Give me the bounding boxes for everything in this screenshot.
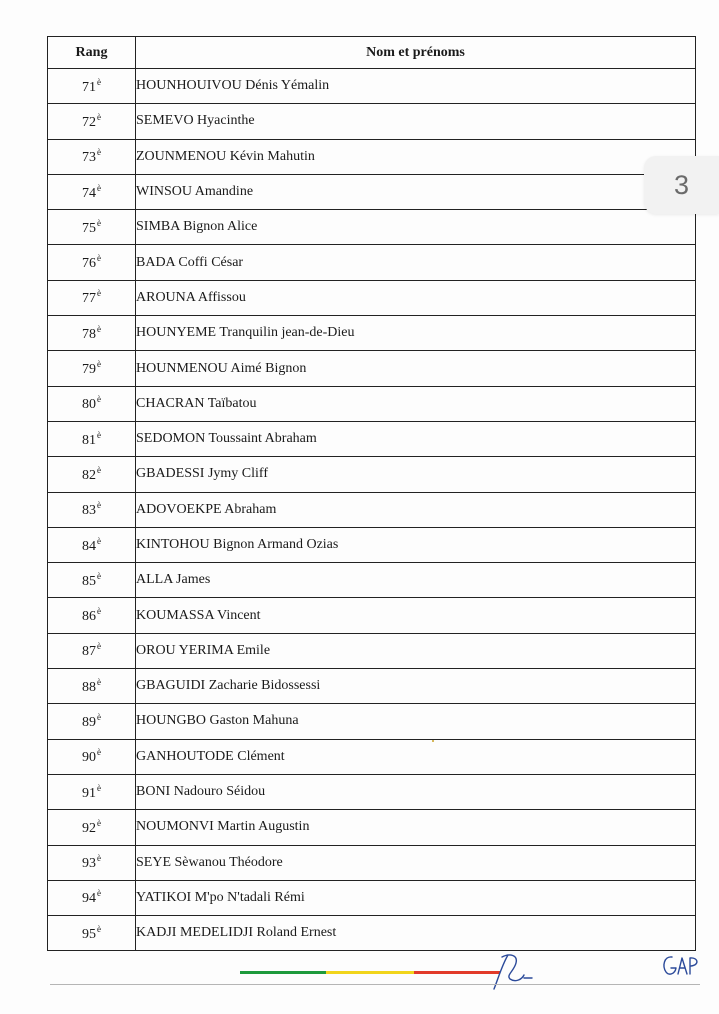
rank-cell (48, 316, 136, 351)
rank-number: 80 (82, 397, 96, 413)
name-cell: SEMEVO Hyacinthe (136, 104, 696, 139)
rank-number: 82 (82, 467, 96, 483)
name-cell: KADJI MEDELIDJI Roland Ernest (136, 916, 696, 951)
rank-cell (48, 280, 136, 315)
rank-number: 86 (82, 609, 96, 625)
table-row (48, 104, 696, 139)
rank-ordinal-suffix: è (97, 359, 101, 370)
rank-cell (48, 139, 136, 174)
rank-number: 73 (82, 150, 96, 166)
name-cell: BONI Nadouro Séidou (136, 774, 696, 809)
rank-cell (48, 916, 136, 951)
rank-ordinal-suffix: è (97, 464, 101, 475)
rank-number: 88 (82, 679, 96, 695)
rank-ordinal-suffix: è (97, 76, 101, 87)
rank-cell (48, 739, 136, 774)
rank-cell (48, 880, 136, 915)
rank-cell (48, 527, 136, 562)
rank-number: 78 (82, 326, 96, 342)
name-cell: ADOVOEKPE Abraham (136, 492, 696, 527)
rank-number: 95 (82, 926, 96, 942)
rank-cell (48, 174, 136, 209)
rank-number: 74 (82, 185, 96, 201)
initials-mark (660, 952, 705, 980)
rank-cell (48, 492, 136, 527)
table-row (48, 704, 696, 739)
rank-number: 85 (82, 573, 96, 589)
table-row (48, 527, 696, 562)
rank-number: 81 (82, 432, 96, 448)
rank-cell (48, 69, 136, 104)
rank-ordinal-suffix: è (97, 111, 101, 122)
rank-number: 79 (82, 362, 96, 378)
rank-ordinal-suffix: è (97, 500, 101, 511)
rank-cell (48, 633, 136, 668)
flag-stripe-green (240, 971, 326, 974)
rank-ordinal-suffix: è (97, 606, 101, 617)
table-row (48, 916, 696, 951)
name-cell: GANHOUTODE Clément (136, 739, 696, 774)
rank-number: 90 (82, 750, 96, 766)
rank-column-header: Rang (48, 37, 136, 69)
table-header-row (48, 37, 696, 69)
rank-number: 76 (82, 256, 96, 272)
rank-number: 71 (82, 79, 96, 95)
table-row (48, 845, 696, 880)
rank-number: 92 (82, 820, 96, 836)
name-cell: HOUNHOUIVOU Dénis Yémalin (136, 69, 696, 104)
name-cell: ZOUNMENOU Kévin Mahutin (136, 139, 696, 174)
table-row (48, 492, 696, 527)
rank-number: 72 (82, 114, 96, 130)
rank-cell (48, 845, 136, 880)
rank-ordinal-suffix: è (97, 429, 101, 440)
rank-cell (48, 457, 136, 492)
scan-speck (432, 740, 434, 742)
name-cell: OROU YERIMA Emile (136, 633, 696, 668)
name-cell: SEDOMON Toussaint Abraham (136, 421, 696, 456)
rank-ordinal-suffix: è (97, 394, 101, 405)
rank-number: 83 (82, 503, 96, 519)
table-row (48, 563, 696, 598)
rank-number: 75 (82, 220, 96, 236)
rank-number: 91 (82, 785, 96, 801)
rank-number: 93 (82, 856, 96, 872)
rank-number: 89 (82, 714, 96, 730)
table-row (48, 69, 696, 104)
name-cell: AROUNA Affissou (136, 280, 696, 315)
table-row (48, 669, 696, 704)
rank-number: 94 (82, 891, 96, 907)
rank-cell (48, 810, 136, 845)
rank-ordinal-suffix: è (97, 817, 101, 828)
table-row (48, 457, 696, 492)
name-cell: GBAGUIDI Zacharie Bidossessi (136, 669, 696, 704)
table-row (48, 210, 696, 245)
rank-ordinal-suffix: è (97, 182, 101, 193)
name-cell: KOUMASSA Vincent (136, 598, 696, 633)
rank-number: 84 (82, 538, 96, 554)
table-row (48, 245, 696, 280)
rank-cell (48, 774, 136, 809)
table-body (48, 69, 696, 951)
rank-ordinal-suffix: è (97, 570, 101, 581)
rank-cell (48, 245, 136, 280)
name-column-header: Nom et prénoms (136, 37, 696, 69)
table-row (48, 739, 696, 774)
rank-ordinal-suffix: è (97, 676, 101, 687)
rank-ordinal-suffix: è (97, 888, 101, 899)
rank-cell (48, 421, 136, 456)
name-cell: KINTOHOU Bignon Armand Ozias (136, 527, 696, 562)
name-cell: WINSOU Amandine (136, 174, 696, 209)
rank-ordinal-suffix: è (97, 217, 101, 228)
rank-number: 77 (82, 291, 96, 307)
name-cell: NOUMONVI Martin Augustin (136, 810, 696, 845)
table-row (48, 386, 696, 421)
rank-ordinal-suffix: è (97, 923, 101, 934)
table-row (48, 280, 696, 315)
flag-stripe-yellow (326, 971, 414, 974)
table-row (48, 421, 696, 456)
rank-ordinal-suffix: è (97, 641, 101, 652)
rank-ordinal-suffix: è (97, 535, 101, 546)
name-cell: ALLA James (136, 563, 696, 598)
rank-cell (48, 104, 136, 139)
rank-ordinal-suffix: è (97, 323, 101, 334)
rank-ordinal-suffix: è (97, 782, 101, 793)
rank-ordinal-suffix: è (97, 747, 101, 758)
table-row (48, 633, 696, 668)
table-row (48, 351, 696, 386)
footer-rule (50, 984, 700, 985)
name-cell: BADA Coffi César (136, 245, 696, 280)
rank-ordinal-suffix: è (97, 253, 101, 264)
rank-ordinal-suffix: è (97, 288, 101, 299)
name-cell: CHACRAN Taïbatou (136, 386, 696, 421)
ranking-table (47, 36, 696, 951)
rank-cell (48, 704, 136, 739)
rank-cell (48, 598, 136, 633)
page-number-badge[interactable]: 3 (644, 156, 719, 214)
rank-cell (48, 563, 136, 598)
rank-number: 87 (82, 644, 96, 660)
name-cell: SIMBA Bignon Alice (136, 210, 696, 245)
table-row (48, 880, 696, 915)
table-row (48, 598, 696, 633)
rank-ordinal-suffix: è (97, 711, 101, 722)
table-row (48, 774, 696, 809)
name-cell: HOUNMENOU Aimé Bignon (136, 351, 696, 386)
name-cell: HOUNGBO Gaston Mahuna (136, 704, 696, 739)
name-cell: HOUNYEME Tranquilin jean-de-Dieu (136, 316, 696, 351)
table-row (48, 139, 696, 174)
rank-cell (48, 351, 136, 386)
rank-cell (48, 386, 136, 421)
name-cell: GBADESSI Jymy Cliff (136, 457, 696, 492)
signature-mark (480, 945, 550, 995)
rank-cell (48, 210, 136, 245)
rank-cell (48, 669, 136, 704)
name-cell: YATIKOI M'po N'tadali Rémi (136, 880, 696, 915)
table-row (48, 810, 696, 845)
rank-ordinal-suffix: è (97, 147, 101, 158)
table-row (48, 174, 696, 209)
table-row (48, 316, 696, 351)
name-cell: SEYE Sèwanou Théodore (136, 845, 696, 880)
rank-ordinal-suffix: è (97, 853, 101, 864)
